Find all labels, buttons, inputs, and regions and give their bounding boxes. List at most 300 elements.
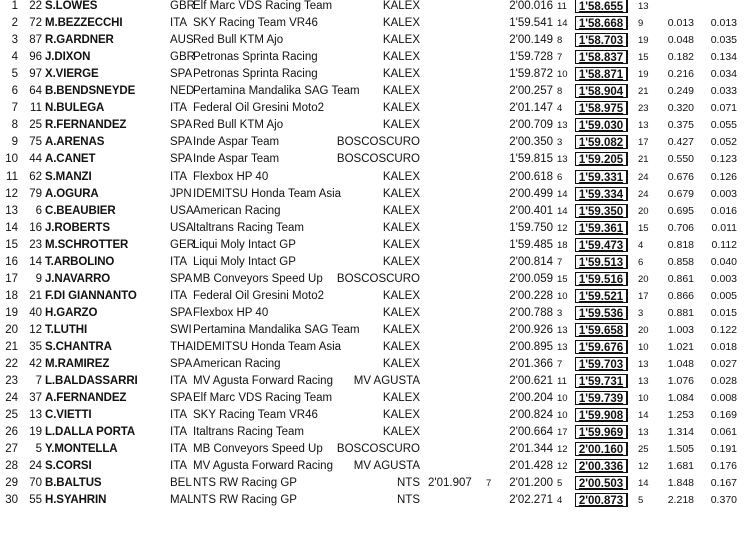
- rider-number-cell: 6: [35, 204, 42, 217]
- gap-to-previous-cell: 0.191: [710, 443, 737, 456]
- team-name-cell: NTS RW Racing GP: [193, 477, 297, 490]
- gap-to-previous-cell: 0.176: [710, 460, 737, 473]
- nation-cell: SPA: [170, 119, 193, 132]
- best-lap-time-cell: 1'59.473: [575, 238, 628, 252]
- lap-count-cell: 13: [557, 154, 568, 166]
- gap-to-first-cell: 0.679: [667, 187, 694, 200]
- nation-cell: ITA: [170, 375, 188, 388]
- rider-name-cell: R.GARDNER: [45, 34, 114, 47]
- constructor-cell: KALEX: [382, 409, 420, 422]
- gap-to-first-cell: 0.375: [667, 119, 694, 132]
- rider-name-cell: B.BALTUS: [45, 477, 102, 490]
- rider-name-cell: T.LUTHI: [45, 323, 88, 336]
- lap-count-cell: 14: [557, 18, 568, 30]
- gap-to-first-cell: 0.881: [667, 306, 694, 319]
- team-name-cell: Liqui Moly Intact GP: [193, 255, 296, 268]
- lap-time-cell: 2'00.926: [509, 323, 553, 336]
- team-name-cell: Red Bull KTM Ajo: [193, 34, 284, 47]
- lap-count-cell: 12: [557, 222, 568, 234]
- gap-to-first-cell: 1.084: [667, 392, 694, 405]
- constructor-cell: NTS: [397, 494, 420, 507]
- constructor-cell: KALEX: [382, 289, 420, 302]
- position-cell: 14: [5, 221, 18, 234]
- team-name-cell: MV Agusta Forward Racing: [193, 375, 333, 388]
- best-lap-number-cell: 13: [638, 376, 649, 388]
- result-row: [0, 151, 745, 168]
- constructor-cell: KALEX: [382, 306, 420, 319]
- best-lap-time-cell: 1'59.331: [575, 170, 628, 184]
- gap-to-previous-cell: 0.016: [710, 204, 737, 217]
- rider-name-cell: S.LOWES: [45, 0, 98, 12]
- constructor-cell: BOSCOSCURO: [336, 153, 420, 166]
- best-lap-time-cell: 1'59.334: [575, 187, 628, 201]
- constructor-cell: KALEX: [382, 238, 420, 251]
- gap-to-first-cell: 1.003: [667, 323, 694, 336]
- position-cell: 15: [5, 238, 18, 251]
- nation-cell: ITA: [170, 460, 188, 473]
- best-lap-number-cell: 13: [638, 427, 649, 439]
- position-cell: 11: [6, 170, 18, 183]
- position-cell: 20: [5, 323, 18, 336]
- position-cell: 2: [11, 17, 18, 30]
- lap-count-cell: 15: [557, 273, 568, 285]
- lap-time-cell: 2'00.059: [509, 272, 553, 285]
- lap-time-cell: 1'59.815: [509, 153, 553, 166]
- lap-count-cell: 10: [557, 290, 568, 302]
- best-lap-time-cell: 1'58.655: [575, 0, 628, 13]
- team-name-cell: Pertamina Mandalika SAG Team: [193, 85, 360, 98]
- team-name-cell: Petronas Sprinta Racing: [193, 68, 318, 81]
- rider-number-cell: 22: [29, 0, 42, 12]
- rider-name-cell: J.NAVARRO: [45, 272, 111, 285]
- team-name-cell: Federal Oil Gresini Moto2: [193, 289, 325, 302]
- best-lap-time-cell: 1'58.668: [575, 16, 628, 30]
- team-name-cell: Federal Oil Gresini Moto2: [193, 102, 325, 115]
- position-cell: 18: [5, 289, 18, 302]
- result-row: [0, 475, 745, 492]
- best-lap-time-cell: 1'59.205: [575, 152, 628, 166]
- rider-number-cell: 5: [35, 443, 42, 456]
- best-lap-number-cell: 13: [638, 120, 649, 132]
- best-lap-number-cell: 17: [638, 137, 649, 149]
- best-lap-number-cell: 17: [638, 290, 649, 302]
- lap-time-cell: 2'00.709: [509, 119, 553, 132]
- best-lap-number-cell: 13: [638, 1, 649, 12]
- constructor-cell: KALEX: [382, 323, 420, 336]
- gap-to-first-cell: 1.253: [667, 409, 694, 422]
- rider-number-cell: 75: [29, 136, 42, 149]
- result-row: [0, 169, 745, 186]
- nation-cell: SWI: [170, 323, 192, 336]
- rider-number-cell: 21: [29, 289, 42, 302]
- lap-count-cell: 7: [557, 359, 563, 371]
- gap-to-first-cell: 1.048: [667, 358, 694, 371]
- constructor-cell: BOSCOSCURO: [336, 443, 420, 456]
- best-lap-number-cell: 3: [638, 307, 644, 319]
- gap-to-first-cell: 0.249: [667, 85, 694, 98]
- rider-name-cell: T.ARBOLINO: [45, 255, 115, 268]
- result-row: [0, 134, 745, 151]
- lap-count-cell: 10: [557, 410, 568, 422]
- team-name-cell: Liqui Moly Intact GP: [193, 238, 296, 251]
- lap-time-cell: 2'00.401: [509, 204, 553, 217]
- nation-cell: GER: [170, 238, 195, 251]
- rider-number-cell: 55: [29, 494, 42, 507]
- lap-time-cell: 2'00.824: [509, 409, 553, 422]
- lap-time-cell: 1'59.750: [509, 221, 553, 234]
- gap-to-first-cell: 2.218: [667, 494, 694, 507]
- position-cell: 22: [5, 358, 18, 371]
- gap-to-first-cell: 1.848: [667, 477, 694, 490]
- constructor-cell: KALEX: [382, 170, 420, 183]
- best-lap-time-cell: 1'59.536: [575, 306, 628, 320]
- best-lap-time-cell: 1'58.871: [575, 67, 628, 81]
- result-row: [0, 83, 745, 100]
- gap-to-previous-cell: 0.134: [710, 51, 737, 64]
- best-lap-time-cell: 1'59.739: [575, 391, 628, 405]
- rider-name-cell: F.DI GIANNANTO: [45, 289, 137, 302]
- gap-to-first-cell: 1.021: [667, 341, 694, 353]
- rider-name-cell: H.GARZO: [45, 306, 98, 319]
- gap-to-first-cell: 0.182: [667, 51, 694, 64]
- gap-to-previous-cell: 0.035: [710, 34, 737, 47]
- gap-to-previous-cell: 0.028: [710, 375, 737, 388]
- rider-number-cell: 35: [29, 341, 42, 353]
- rider-number-cell: 70: [29, 477, 42, 490]
- constructor-cell: KALEX: [382, 0, 420, 12]
- constructor-cell: KALEX: [382, 426, 420, 439]
- lap-count-cell: 11: [557, 1, 567, 12]
- rider-number-cell: 16: [29, 221, 42, 234]
- previous-time-cell: 2'01.907: [428, 477, 472, 490]
- result-row: [0, 322, 745, 339]
- gap-to-previous-cell: 0.169: [710, 409, 737, 422]
- best-lap-time-cell: 2'00.873: [575, 493, 628, 507]
- position-cell: 9: [11, 136, 18, 149]
- rider-name-cell: A.OGURA: [45, 187, 99, 200]
- gap-to-previous-cell: 0.003: [710, 272, 737, 285]
- rider-name-cell: S.MANZI: [45, 170, 92, 183]
- team-name-cell: American Racing: [193, 204, 281, 217]
- team-name-cell: Elf Marc VDS Racing Team: [193, 0, 333, 12]
- result-row: [0, 441, 745, 458]
- rider-name-cell: C.VIETTI: [45, 409, 92, 422]
- position-cell: 21: [5, 341, 18, 353]
- previous-lap-cell: 7: [486, 478, 492, 490]
- gap-to-first-cell: 0.320: [667, 102, 694, 115]
- team-name-cell: Flexbox HP 40: [193, 170, 269, 183]
- gap-to-first-cell: 0.866: [667, 289, 694, 302]
- gap-to-first-cell: 1.314: [667, 426, 694, 439]
- result-row: [0, 492, 745, 509]
- rider-name-cell: C.BEAUBIER: [45, 204, 116, 217]
- team-name-cell: NTS RW Racing GP: [193, 494, 297, 507]
- constructor-cell: KALEX: [382, 341, 420, 353]
- position-cell: 1: [11, 0, 18, 12]
- lap-count-cell: 12: [557, 444, 568, 456]
- nation-cell: ITA: [170, 102, 188, 115]
- best-lap-number-cell: 5: [638, 495, 644, 507]
- lap-time-cell: 2'00.016: [509, 0, 553, 12]
- rider-name-cell: Y.MONTELLA: [45, 443, 118, 456]
- constructor-cell: KALEX: [382, 392, 420, 405]
- lap-time-cell: 2'00.149: [509, 34, 553, 47]
- lap-count-cell: 10: [557, 69, 568, 81]
- position-cell: 23: [5, 375, 18, 388]
- position-cell: 5: [11, 68, 18, 81]
- result-row: [0, 203, 745, 220]
- best-lap-number-cell: 19: [638, 69, 649, 81]
- position-cell: 4: [11, 51, 18, 64]
- lap-time-cell: 2'00.499: [509, 187, 553, 200]
- best-lap-number-cell: 4: [638, 239, 644, 251]
- best-lap-time-cell: 2'00.336: [575, 459, 628, 473]
- nation-cell: MAL: [170, 494, 194, 507]
- constructor-cell: KALEX: [382, 187, 420, 200]
- lap-count-cell: 11: [557, 376, 567, 388]
- nation-cell: SPA: [170, 392, 193, 405]
- lap-count-cell: 8: [557, 86, 563, 98]
- gap-to-first-cell: 0.861: [667, 272, 694, 285]
- gap-to-first-cell: 0.013: [667, 17, 694, 30]
- constructor-cell: KALEX: [382, 119, 420, 132]
- gap-to-first-cell: 0.048: [667, 34, 694, 47]
- rider-name-cell: J.DIXON: [45, 51, 91, 64]
- rider-name-cell: X.VIERGE: [45, 68, 99, 81]
- gap-to-first-cell: 0.695: [667, 204, 694, 217]
- result-row: [0, 373, 745, 390]
- rider-number-cell: 9: [35, 272, 42, 285]
- position-cell: 3: [11, 34, 18, 47]
- nation-cell: SPA: [170, 358, 193, 371]
- nation-cell: USA: [170, 204, 194, 217]
- best-lap-number-cell: 15: [638, 52, 649, 64]
- result-row: [0, 15, 745, 32]
- nation-cell: USA: [170, 221, 194, 234]
- position-cell: 28: [5, 460, 18, 473]
- lap-time-cell: 2'01.344: [509, 443, 553, 456]
- lap-count-cell: 3: [557, 137, 563, 149]
- nation-cell: ITA: [170, 426, 188, 439]
- gap-to-previous-cell: 0.018: [710, 341, 737, 353]
- team-name-cell: Pertamina Mandalika SAG Team: [193, 323, 360, 336]
- rider-number-cell: 96: [29, 51, 42, 64]
- position-cell: 30: [5, 494, 18, 507]
- rider-number-cell: 97: [29, 68, 42, 81]
- constructor-cell: KALEX: [382, 102, 420, 115]
- best-lap-time-cell: 1'59.361: [575, 221, 628, 235]
- rider-number-cell: 40: [29, 306, 42, 319]
- lap-count-cell: 7: [557, 52, 563, 64]
- lap-count-cell: 5: [557, 478, 563, 490]
- rider-name-cell: N.BULEGA: [45, 102, 105, 115]
- best-lap-number-cell: 24: [638, 171, 649, 183]
- nation-cell: ITA: [170, 17, 188, 30]
- best-lap-time-cell: 1'59.082: [575, 135, 628, 149]
- rider-name-cell: M.RAMIREZ: [45, 358, 110, 371]
- gap-to-first-cell: 0.706: [667, 221, 694, 234]
- nation-cell: SPA: [170, 68, 193, 81]
- rider-number-cell: 64: [29, 85, 42, 98]
- rider-number-cell: 72: [29, 17, 42, 30]
- gap-to-previous-cell: 0.040: [710, 255, 737, 268]
- nation-cell: SPA: [170, 272, 193, 285]
- nation-cell: AUS: [170, 34, 194, 47]
- best-lap-number-cell: 23: [638, 103, 649, 115]
- result-row: [0, 49, 745, 66]
- gap-to-previous-cell: 0.370: [710, 494, 737, 507]
- result-row: [0, 254, 745, 271]
- lap-time-cell: 2'00.814: [509, 255, 553, 268]
- best-lap-time-cell: 2'00.160: [575, 442, 628, 456]
- lap-time-cell: 2'00.350: [509, 136, 553, 149]
- position-cell: 13: [5, 204, 18, 217]
- nation-cell: SPA: [170, 306, 193, 319]
- gap-to-first-cell: 0.216: [667, 68, 694, 81]
- rider-name-cell: S.CHANTRA: [45, 341, 112, 353]
- rider-name-cell: B.BENDSNEYDE: [45, 85, 136, 98]
- best-lap-time-cell: 1'59.703: [575, 357, 628, 371]
- lap-time-cell: 2'00.618: [509, 170, 553, 183]
- result-row: [0, 220, 745, 237]
- position-cell: 6: [11, 85, 18, 98]
- team-name-cell: IDEMITSU Honda Team Asia: [193, 187, 342, 200]
- constructor-cell: KALEX: [382, 358, 420, 371]
- result-row: [0, 186, 745, 203]
- result-row: [0, 305, 745, 322]
- gap-to-previous-cell: 0.033: [710, 85, 737, 98]
- lap-count-cell: 3: [557, 307, 563, 319]
- best-lap-number-cell: 13: [638, 359, 649, 371]
- gap-to-previous-cell: 0.015: [710, 306, 737, 319]
- gap-to-first-cell: 0.427: [667, 136, 694, 149]
- best-lap-time-cell: 1'59.030: [575, 118, 628, 132]
- best-lap-number-cell: 12: [638, 461, 649, 473]
- lap-count-cell: 13: [557, 324, 568, 336]
- best-lap-number-cell: 19: [638, 35, 649, 47]
- constructor-cell: KALEX: [382, 17, 420, 30]
- gap-to-previous-cell: 0.112: [711, 238, 737, 251]
- rider-name-cell: J.ROBERTS: [45, 221, 110, 234]
- rider-name-cell: S.CORSI: [45, 460, 92, 473]
- result-row: [0, 424, 745, 441]
- lap-count-cell: 4: [557, 495, 563, 507]
- rider-number-cell: 7: [35, 375, 42, 388]
- rider-name-cell: L.DALLA PORTA: [45, 426, 136, 439]
- result-row: [0, 390, 745, 407]
- gap-to-previous-cell: 0.052: [710, 136, 737, 149]
- best-lap-number-cell: 20: [638, 273, 649, 285]
- result-row: [0, 237, 745, 254]
- lap-count-cell: 4: [557, 103, 563, 115]
- nation-cell: ITA: [170, 443, 188, 456]
- constructor-cell: KALEX: [382, 255, 420, 268]
- team-name-cell: Red Bull KTM Ajo: [193, 119, 284, 132]
- lap-count-cell: 13: [557, 120, 568, 132]
- lap-time-cell: 1'59.485: [509, 238, 553, 251]
- gap-to-previous-cell: 0.061: [710, 426, 737, 439]
- best-lap-number-cell: 21: [638, 86, 649, 98]
- best-lap-number-cell: 9: [638, 18, 644, 30]
- lap-count-cell: 13: [557, 342, 568, 353]
- lap-time-cell: 2'00.228: [509, 289, 553, 302]
- lap-count-cell: 7: [557, 256, 563, 268]
- lap-count-cell: 8: [557, 35, 563, 47]
- best-lap-time-cell: 1'59.350: [575, 204, 628, 218]
- team-name-cell: American Racing: [193, 358, 281, 371]
- result-row: [0, 32, 745, 49]
- constructor-cell: KALEX: [382, 51, 420, 64]
- lap-time-cell: 2'00.788: [509, 306, 553, 319]
- result-row: [0, 0, 745, 15]
- team-name-cell: SKY Racing Team VR46: [193, 17, 318, 30]
- team-name-cell: Flexbox HP 40: [193, 306, 269, 319]
- nation-cell: GBR: [170, 51, 195, 64]
- best-lap-number-cell: 15: [638, 222, 649, 234]
- best-lap-time-cell: 1'58.703: [575, 33, 628, 47]
- best-lap-time-cell: 1'58.904: [575, 84, 628, 98]
- gap-to-first-cell: 0.818: [667, 238, 694, 251]
- lap-time-cell: 1'59.541: [509, 17, 553, 30]
- rider-number-cell: 23: [29, 238, 42, 251]
- nation-cell: JPN: [170, 187, 192, 200]
- best-lap-number-cell: 20: [638, 324, 649, 336]
- rider-name-cell: A.CANET: [45, 153, 96, 166]
- result-row: [0, 66, 745, 83]
- result-row: [0, 100, 745, 117]
- nation-cell: GBR: [170, 0, 195, 12]
- gap-to-previous-cell: 0.122: [710, 323, 737, 336]
- team-name-cell: SKY Racing Team VR46: [193, 409, 318, 422]
- lap-time-cell: 2'01.366: [509, 358, 553, 371]
- lap-count-cell: 6: [557, 171, 563, 183]
- best-lap-number-cell: 24: [638, 188, 649, 200]
- gap-to-previous-cell: 0.071: [710, 102, 737, 115]
- nation-cell: SPA: [170, 136, 193, 149]
- gap-to-previous-cell: 0.167: [710, 477, 737, 490]
- lap-count-cell: 12: [557, 461, 568, 473]
- rider-number-cell: 44: [29, 153, 42, 166]
- team-name-cell: Italtrans Racing Team: [193, 426, 305, 439]
- rider-number-cell: 37: [29, 392, 42, 405]
- rider-number-cell: 42: [29, 358, 42, 371]
- rider-number-cell: 12: [29, 323, 42, 336]
- gap-to-first-cell: 1.076: [667, 375, 694, 388]
- nation-cell: ITA: [170, 409, 188, 422]
- result-row: [0, 458, 745, 475]
- constructor-cell: KALEX: [382, 34, 420, 47]
- result-row: [0, 271, 745, 288]
- best-lap-time-cell: 1'59.521: [575, 289, 628, 303]
- team-name-cell: Italtrans Racing Team: [193, 221, 305, 234]
- rider-number-cell: 11: [30, 102, 42, 115]
- rider-number-cell: 14: [29, 255, 42, 268]
- best-lap-time-cell: 1'59.969: [575, 425, 628, 439]
- rider-name-cell: L.BALDASSARRI: [45, 375, 138, 388]
- best-lap-number-cell: 14: [638, 410, 649, 422]
- gap-to-previous-cell: 0.123: [710, 153, 737, 166]
- rider-name-cell: M.BEZZECCHI: [45, 17, 123, 30]
- rider-number-cell: 87: [29, 34, 42, 47]
- rider-name-cell: H.SYAHRIN: [45, 494, 107, 507]
- constructor-cell: BOSCOSCURO: [336, 272, 420, 285]
- position-cell: 24: [5, 392, 18, 405]
- nation-cell: ITA: [170, 255, 188, 268]
- constructor-cell: KALEX: [382, 204, 420, 217]
- best-lap-number-cell: 14: [638, 478, 649, 490]
- result-row: [0, 407, 745, 424]
- gap-to-previous-cell: 0.011: [711, 221, 737, 234]
